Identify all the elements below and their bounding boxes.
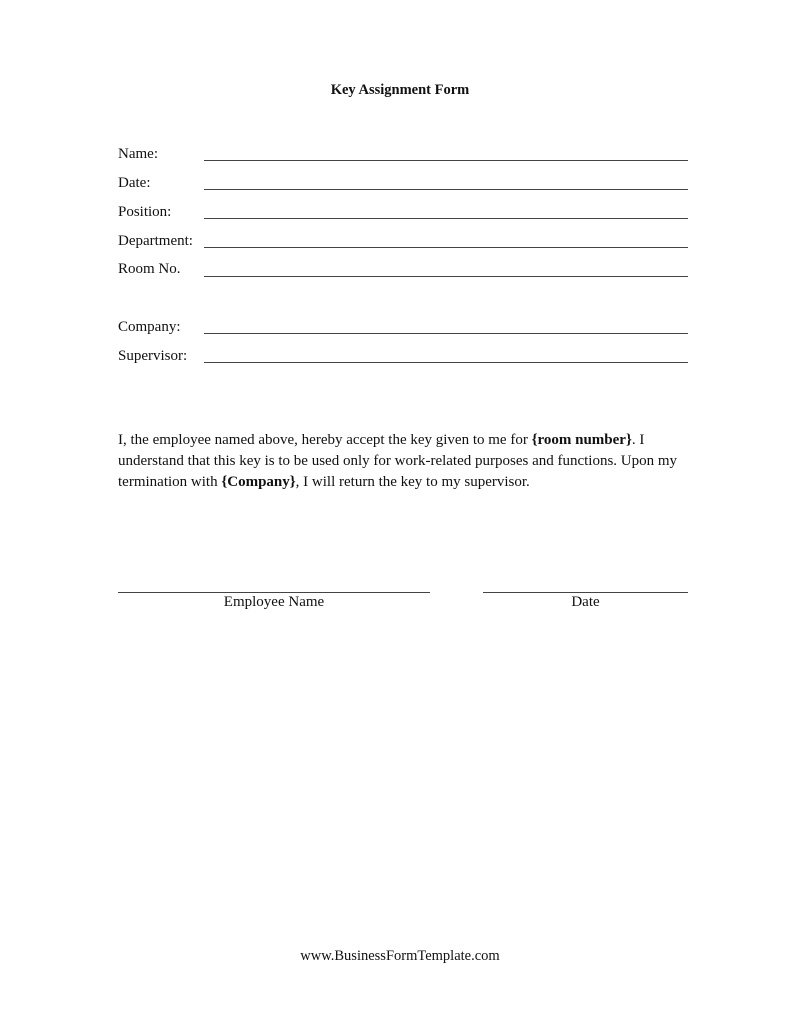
- statement-text: , I will return the key to my supervisor.: [295, 474, 530, 490]
- signature-date-line[interactable]: [483, 592, 688, 593]
- position-field[interactable]: [204, 218, 688, 219]
- company-field[interactable]: [204, 333, 688, 334]
- position-label: Position:: [118, 204, 172, 220]
- employee-signature-line[interactable]: [118, 592, 430, 593]
- name-label: Name:: [118, 146, 158, 162]
- company-placeholder: {Company}: [221, 474, 296, 490]
- department-label: Department:: [118, 233, 193, 249]
- date-field[interactable]: [204, 189, 688, 190]
- supervisor-label: Supervisor:: [118, 348, 188, 364]
- room-field[interactable]: [204, 276, 688, 277]
- room-label: Room No.: [118, 261, 181, 277]
- room-placeholder: {room number}: [531, 432, 632, 448]
- name-field[interactable]: [204, 160, 688, 161]
- employee-name-label: Employee Name: [223, 594, 325, 610]
- supervisor-field[interactable]: [204, 362, 688, 363]
- department-field[interactable]: [204, 247, 688, 248]
- statement-text: I, the employee named above, hereby accept the key given to me for: [118, 432, 532, 448]
- signature-date-label: Date: [571, 594, 600, 610]
- statement-paragraph: [118, 430, 698, 493]
- footer-url: www.BusinessFormTemplate.com: [300, 948, 500, 964]
- form-title: Key Assignment Form: [330, 82, 470, 98]
- statement-text: . I understand that this key is to be used only for work-related purposes and functions. Upon my termination with: [118, 432, 678, 490]
- date-label: Date:: [118, 175, 151, 191]
- company-label: Company:: [118, 319, 181, 335]
